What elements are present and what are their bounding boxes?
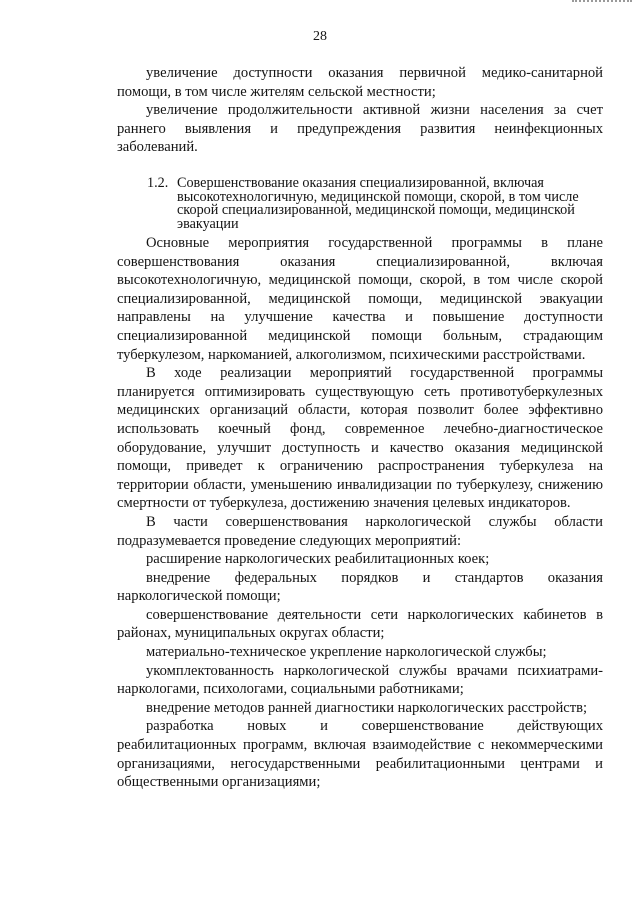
intro-block xyxy=(117,64,603,157)
body-paragraph: Основные мероприятия государственной программы в плане совершенствования оказания специализированной, включая высокотехнологичную, медицинской помощи, скорой, в том числе скорой специализированной, медицинской помощи, медицинской эвакуации направлены на улучшение качества и повышение доступности специализированной медицинской помощи больным, страдающим туберкулезом, наркоманией, алкоголизмом, психическими расстройствами. xyxy=(117,235,603,363)
intro-paragraph: увеличение доступности оказания первичной медико-санитарной помощи, в том числе жителям сельской местности; xyxy=(117,65,603,100)
page-number: 28 xyxy=(313,29,327,44)
list-item: материально-техническое укрепление наркологической службы; xyxy=(146,644,547,661)
scan-edge-mark xyxy=(572,0,632,6)
intro-paragraph: увеличение продолжительности активной жизни населения за счет раннего выявления и предупреждения развития неинфекционных заболеваний. xyxy=(117,102,603,156)
list-item: внедрение федеральных порядков и стандартов оказания наркологической помощи; xyxy=(117,569,603,605)
list-item: совершенствование деятельности сети наркологических кабинетов в районах, муниципальных округах области; xyxy=(117,606,603,642)
list-item: расширение наркологических реабилитационных коек; xyxy=(146,551,490,568)
section-heading xyxy=(147,177,599,231)
body-paragraph: В ходе реализации мероприятий государственной программы планируется оптимизировать существующую сеть противотуберкулезных медицинских организаций области, которая позволит более эффективно использовать коечный фонд, современное лечебно-диагностическое оборудование, улучшит доступность и качество оказания медицинской помощи, приведет к ограничению распространения туберкулеза на территории области, уменьшению инвалидизации по туберкулезу, снижению смертности от туберкулеза, достижению значения целевых индикаторов. xyxy=(117,365,603,512)
section-title: Совершенствование оказания специализированной, включая высокотехнологичную, медицинской помощи, скорой, в том числе скорой специализированной, медицинской помощи, медицинской эвакуации xyxy=(177,175,579,232)
section-body xyxy=(117,234,603,792)
list-item: укомплектованность наркологической службы врачами психиатрами-наркологами, психологами, социальными работниками; xyxy=(117,662,603,698)
section-number: 1.2. xyxy=(147,175,169,191)
list-item: разработка новых и совершенствование действующих реабилитационных программ, включая взаимодействие с некоммерческими организациями, негосударственными реабилитационными центрами и общественными организациями; xyxy=(117,718,603,791)
body-paragraph: В части совершенствования наркологической службы области подразумевается проведение следующих мероприятий: xyxy=(117,513,603,549)
list-item: внедрение методов ранней диагностики наркологических расстройств; xyxy=(146,699,588,716)
